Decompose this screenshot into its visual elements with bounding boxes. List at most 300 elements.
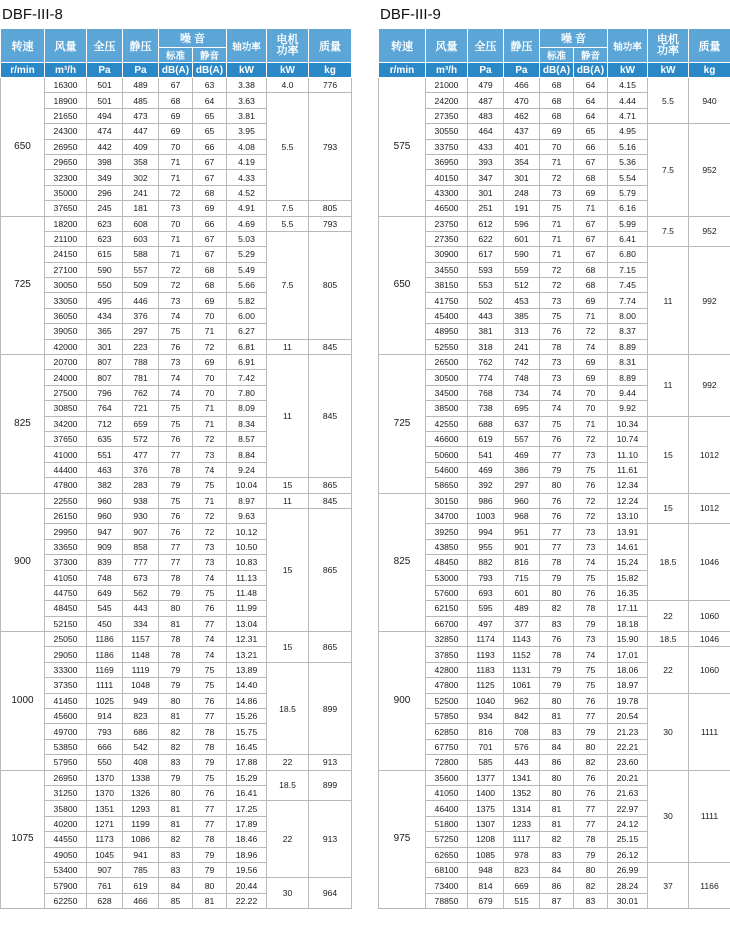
header-total-pressure: 全压 xyxy=(468,29,504,63)
data-cell: 512 xyxy=(504,278,540,293)
data-cell: 75 xyxy=(574,662,608,677)
data-cell: 73 xyxy=(574,524,608,539)
data-cell: 32850 xyxy=(426,632,468,647)
data-cell: 76 xyxy=(540,324,574,339)
speed-cell: 900 xyxy=(1,493,45,632)
data-cell: 80 xyxy=(540,478,574,493)
table-row xyxy=(1,508,352,523)
data-cell: 408 xyxy=(123,755,159,770)
data-cell: 74 xyxy=(574,647,608,662)
data-cell: 349 xyxy=(87,170,123,185)
data-cell: 1169 xyxy=(87,662,123,677)
data-cell: 82 xyxy=(159,832,193,847)
data-cell: 489 xyxy=(123,78,159,93)
data-cell: 1143 xyxy=(504,632,540,647)
data-cell: 628 xyxy=(87,893,123,908)
data-cell: 73 xyxy=(159,201,193,216)
data-cell: 42000 xyxy=(45,339,87,354)
motor-power-cell: 7.5 xyxy=(648,216,689,247)
data-cell: 17.11 xyxy=(608,601,648,616)
data-cell: 191 xyxy=(504,201,540,216)
mass-cell: 1111 xyxy=(689,770,730,862)
motor-power-cell: 7.5 xyxy=(267,201,309,216)
data-cell: 64 xyxy=(574,93,608,108)
data-cell: 593 xyxy=(468,262,504,277)
data-cell: 73 xyxy=(193,555,227,570)
speed-cell: 725 xyxy=(379,355,426,494)
data-cell: 38150 xyxy=(426,278,468,293)
data-cell: 623 xyxy=(87,216,123,231)
mass-cell: 865 xyxy=(309,478,352,493)
data-cell: 81 xyxy=(193,893,227,908)
table-row xyxy=(379,216,730,231)
data-cell: 7.15 xyxy=(608,262,648,277)
motor-power-cell: 30 xyxy=(267,878,309,909)
data-cell: 18.18 xyxy=(608,616,648,631)
performance-table xyxy=(0,28,352,909)
data-cell: 71 xyxy=(540,231,574,246)
data-cell: 82 xyxy=(574,878,608,893)
data-cell: 469 xyxy=(468,462,504,477)
header-static-pressure: 静压 xyxy=(504,29,540,63)
data-cell: 53000 xyxy=(426,570,468,585)
data-cell: 11.48 xyxy=(227,585,267,600)
speed-cell: 725 xyxy=(1,216,45,355)
table-title: DBF-III-8 xyxy=(2,6,63,23)
data-cell: 5.79 xyxy=(608,185,648,200)
table-row xyxy=(379,78,730,93)
data-cell: 71 xyxy=(159,231,193,246)
data-cell: 62850 xyxy=(426,724,468,739)
data-cell: 6.27 xyxy=(227,324,267,339)
data-cell: 762 xyxy=(468,355,504,370)
data-cell: 53850 xyxy=(45,739,87,754)
data-cell: 477 xyxy=(123,447,159,462)
data-cell: 76 xyxy=(159,431,193,446)
data-cell: 80 xyxy=(159,693,193,708)
data-cell: 70 xyxy=(159,139,193,154)
data-cell: 10.34 xyxy=(608,416,648,431)
table-row xyxy=(379,247,730,262)
mass-cell: 1166 xyxy=(689,862,730,908)
units-row xyxy=(1,63,352,78)
data-cell: 70 xyxy=(159,216,193,231)
motor-power-cell: 4.0 xyxy=(267,78,309,93)
data-cell: 71 xyxy=(540,247,574,262)
data-cell: 44400 xyxy=(45,462,87,477)
data-cell: 68 xyxy=(193,262,227,277)
data-cell: 78 xyxy=(193,832,227,847)
data-cell: 70 xyxy=(574,401,608,416)
mass-cell: 1046 xyxy=(689,524,730,601)
data-cell: 26950 xyxy=(45,139,87,154)
table-row xyxy=(1,770,352,785)
data-cell: 18.46 xyxy=(227,832,267,847)
data-cell: 446 xyxy=(123,293,159,308)
mass-cell: 865 xyxy=(309,632,352,663)
data-cell: 16.35 xyxy=(608,585,648,600)
data-cell: 23.60 xyxy=(608,755,648,770)
data-cell: 83 xyxy=(540,724,574,739)
data-cell: 49050 xyxy=(45,847,87,862)
data-cell: 38500 xyxy=(426,401,468,416)
data-cell: 12.24 xyxy=(608,493,648,508)
data-cell: 47800 xyxy=(426,678,468,693)
data-cell: 16.45 xyxy=(227,739,267,754)
data-cell: 1314 xyxy=(504,801,540,816)
data-cell: 673 xyxy=(123,570,159,585)
data-cell: 7.74 xyxy=(608,293,648,308)
data-cell: 80 xyxy=(540,693,574,708)
motor-power-cell: 37 xyxy=(648,862,689,908)
data-cell: 72 xyxy=(574,431,608,446)
data-cell: 71 xyxy=(540,216,574,231)
data-cell: 601 xyxy=(504,585,540,600)
data-cell: 67750 xyxy=(426,739,468,754)
data-cell: 77 xyxy=(159,555,193,570)
data-cell: 78850 xyxy=(426,893,468,908)
data-cell: 541 xyxy=(468,447,504,462)
data-cell: 79 xyxy=(540,462,574,477)
header-speed: 转速 xyxy=(379,29,426,63)
data-cell: 74 xyxy=(159,385,193,400)
speed-cell: 825 xyxy=(1,355,45,494)
data-cell: 81 xyxy=(159,709,193,724)
data-cell: 447 xyxy=(123,124,159,139)
mass-cell: 1111 xyxy=(689,693,730,770)
data-cell: 909 xyxy=(87,539,123,554)
data-cell: 79 xyxy=(574,616,608,631)
data-cell: 25050 xyxy=(45,632,87,647)
unit-cell: r/min xyxy=(379,63,426,78)
data-cell: 73 xyxy=(540,370,574,385)
data-cell: 62650 xyxy=(426,847,468,862)
data-cell: 842 xyxy=(504,709,540,724)
data-cell: 41050 xyxy=(45,570,87,585)
data-cell: 78 xyxy=(540,555,574,570)
unit-cell: dB(A) xyxy=(540,63,574,78)
data-cell: 67 xyxy=(193,170,227,185)
data-cell: 49700 xyxy=(45,724,87,739)
data-cell: 649 xyxy=(87,585,123,600)
data-cell: 8.97 xyxy=(227,493,267,508)
data-cell: 66 xyxy=(193,139,227,154)
data-cell: 6.41 xyxy=(608,231,648,246)
motor-power-cell: 5.5 xyxy=(267,93,309,201)
data-cell: 46600 xyxy=(426,431,468,446)
data-cell: 545 xyxy=(87,601,123,616)
data-cell: 72 xyxy=(574,324,608,339)
data-cell: 77 xyxy=(193,709,227,724)
data-cell: 52500 xyxy=(426,693,468,708)
data-cell: 8.89 xyxy=(608,339,648,354)
data-cell: 994 xyxy=(468,524,504,539)
data-cell: 688 xyxy=(468,416,504,431)
data-cell: 8.84 xyxy=(227,447,267,462)
data-cell: 712 xyxy=(87,416,123,431)
data-cell: 5.16 xyxy=(608,139,648,154)
data-cell: 595 xyxy=(468,601,504,616)
data-cell: 15.82 xyxy=(608,570,648,585)
data-cell: 6.81 xyxy=(227,339,267,354)
table-row xyxy=(1,93,352,108)
unit-cell: r/min xyxy=(1,63,45,78)
data-cell: 73 xyxy=(159,355,193,370)
data-cell: 41750 xyxy=(426,293,468,308)
data-cell: 70 xyxy=(574,385,608,400)
data-cell: 392 xyxy=(468,478,504,493)
data-cell: 781 xyxy=(123,370,159,385)
data-cell: 245 xyxy=(87,201,123,216)
table-title: DBF-III-9 xyxy=(380,6,441,23)
data-cell: 57900 xyxy=(45,878,87,893)
data-cell: 33300 xyxy=(45,662,87,677)
data-cell: 17.01 xyxy=(608,647,648,662)
header-noise-standard: 标准 xyxy=(159,48,193,63)
mass-cell: 940 xyxy=(689,78,730,124)
data-cell: 68 xyxy=(574,262,608,277)
data-cell: 26.99 xyxy=(608,862,648,877)
data-cell: 74 xyxy=(193,462,227,477)
data-cell: 10.12 xyxy=(227,524,267,539)
data-cell: 960 xyxy=(504,493,540,508)
data-cell: 453 xyxy=(504,293,540,308)
data-cell: 443 xyxy=(468,308,504,323)
data-cell: 81 xyxy=(159,801,193,816)
data-cell: 64 xyxy=(193,93,227,108)
data-cell: 774 xyxy=(468,370,504,385)
data-cell: 8.57 xyxy=(227,431,267,446)
header-shaft-power: 轴功率 xyxy=(608,29,648,63)
table-row xyxy=(1,493,352,508)
data-cell: 27350 xyxy=(426,231,468,246)
data-cell: 78 xyxy=(540,647,574,662)
table-row xyxy=(379,601,730,616)
data-cell: 21.23 xyxy=(608,724,648,739)
data-cell: 78 xyxy=(159,647,193,662)
data-cell: 78 xyxy=(574,601,608,616)
data-cell: 24150 xyxy=(45,247,87,262)
data-cell: 761 xyxy=(87,878,123,893)
data-cell: 470 xyxy=(504,93,540,108)
data-cell: 8.34 xyxy=(227,416,267,431)
data-cell: 466 xyxy=(504,78,540,93)
data-cell: 701 xyxy=(468,739,504,754)
data-cell: 69 xyxy=(159,108,193,123)
data-cell: 623 xyxy=(87,231,123,246)
data-cell: 679 xyxy=(468,893,504,908)
data-cell: 15.90 xyxy=(608,632,648,647)
table-row xyxy=(1,801,352,816)
data-cell: 5.29 xyxy=(227,247,267,262)
mass-cell: 776 xyxy=(309,78,352,93)
data-cell: 10.74 xyxy=(608,431,648,446)
data-cell: 76 xyxy=(193,785,227,800)
data-cell: 72 xyxy=(193,524,227,539)
mass-cell: 899 xyxy=(309,770,352,801)
header-airflow: 风量 xyxy=(426,29,468,63)
data-cell: 71 xyxy=(574,308,608,323)
speed-cell: 975 xyxy=(379,770,426,909)
data-cell: 73 xyxy=(540,185,574,200)
data-cell: 71 xyxy=(540,154,574,169)
data-cell: 1157 xyxy=(123,632,159,647)
data-cell: 82 xyxy=(540,601,574,616)
data-cell: 19.78 xyxy=(608,693,648,708)
data-cell: 588 xyxy=(123,247,159,262)
data-cell: 37850 xyxy=(426,647,468,662)
data-cell: 66700 xyxy=(426,616,468,631)
header-mass: 质量 xyxy=(309,29,352,63)
data-cell: 77 xyxy=(574,816,608,831)
data-cell: 907 xyxy=(123,524,159,539)
data-cell: 72800 xyxy=(426,755,468,770)
data-cell: 742 xyxy=(504,355,540,370)
data-cell: 26150 xyxy=(45,508,87,523)
data-cell: 15.75 xyxy=(227,724,267,739)
data-cell: 986 xyxy=(468,493,504,508)
data-cell: 393 xyxy=(468,154,504,169)
data-cell: 41450 xyxy=(45,693,87,708)
data-cell: 74 xyxy=(574,555,608,570)
data-cell: 68 xyxy=(540,78,574,93)
data-cell: 80 xyxy=(540,785,574,800)
table-row xyxy=(1,662,352,677)
data-cell: 76 xyxy=(574,693,608,708)
data-cell: 79 xyxy=(540,678,574,693)
data-cell: 659 xyxy=(123,416,159,431)
data-cell: 79 xyxy=(574,724,608,739)
data-cell: 615 xyxy=(87,247,123,262)
data-cell: 734 xyxy=(504,385,540,400)
data-cell: 79 xyxy=(159,478,193,493)
unit-cell: dB(A) xyxy=(159,63,193,78)
data-cell: 33050 xyxy=(45,293,87,308)
data-cell: 24.12 xyxy=(608,816,648,831)
data-cell: 934 xyxy=(468,709,504,724)
data-cell: 64 xyxy=(574,108,608,123)
data-cell: 8.09 xyxy=(227,401,267,416)
data-cell: 9.24 xyxy=(227,462,267,477)
header-noise: 噪 音 xyxy=(159,29,227,48)
data-cell: 76 xyxy=(540,493,574,508)
data-cell: 960 xyxy=(87,493,123,508)
data-cell: 550 xyxy=(87,278,123,293)
data-cell: 223 xyxy=(123,339,159,354)
motor-power-cell: 15 xyxy=(267,508,309,631)
data-cell: 80 xyxy=(574,862,608,877)
data-cell: 70 xyxy=(193,308,227,323)
data-cell: 22.97 xyxy=(608,801,648,816)
data-cell: 71 xyxy=(574,201,608,216)
data-cell: 75 xyxy=(159,493,193,508)
mass-cell: 992 xyxy=(689,247,730,355)
data-cell: 968 xyxy=(504,508,540,523)
unit-cell: kW xyxy=(648,63,689,78)
data-cell: 5.82 xyxy=(227,293,267,308)
data-cell: 64 xyxy=(574,78,608,93)
data-cell: 67 xyxy=(193,231,227,246)
unit-cell: Pa xyxy=(468,63,504,78)
data-cell: 65 xyxy=(574,124,608,139)
data-cell: 622 xyxy=(468,231,504,246)
data-cell: 16300 xyxy=(45,78,87,93)
data-cell: 442 xyxy=(87,139,123,154)
data-cell: 947 xyxy=(87,524,123,539)
data-cell: 67 xyxy=(574,154,608,169)
data-cell: 8.00 xyxy=(608,308,648,323)
data-cell: 617 xyxy=(468,247,504,262)
data-cell: 839 xyxy=(87,555,123,570)
data-cell: 39250 xyxy=(426,524,468,539)
table-row xyxy=(1,231,352,246)
data-cell: 41000 xyxy=(45,447,87,462)
mass-cell: 1046 xyxy=(689,632,730,647)
data-cell: 24300 xyxy=(45,124,87,139)
data-cell: 69 xyxy=(193,355,227,370)
data-cell: 78 xyxy=(193,724,227,739)
data-cell: 494 xyxy=(87,108,123,123)
data-cell: 20.54 xyxy=(608,709,648,724)
unit-cell: kW xyxy=(608,63,648,78)
data-cell: 45400 xyxy=(426,308,468,323)
data-cell: 11.10 xyxy=(608,447,648,462)
data-cell: 75 xyxy=(159,416,193,431)
motor-power-cell: 11 xyxy=(267,339,309,354)
data-cell: 601 xyxy=(504,231,540,246)
data-cell: 462 xyxy=(504,108,540,123)
data-cell: 15.26 xyxy=(227,709,267,724)
data-cell: 74 xyxy=(540,385,574,400)
data-cell: 12.31 xyxy=(227,632,267,647)
speed-cell: 900 xyxy=(379,632,426,771)
data-cell: 485 xyxy=(123,93,159,108)
header-noise-static: 静音 xyxy=(574,48,608,63)
data-cell: 301 xyxy=(87,339,123,354)
data-cell: 78 xyxy=(159,462,193,477)
data-cell: 75 xyxy=(574,678,608,693)
data-cell: 53400 xyxy=(45,862,87,877)
data-cell: 941 xyxy=(123,847,159,862)
data-cell: 401 xyxy=(504,139,540,154)
header-shaft-power: 轴功率 xyxy=(227,29,267,63)
data-cell: 79 xyxy=(193,847,227,862)
data-cell: 6.00 xyxy=(227,308,267,323)
data-cell: 3.95 xyxy=(227,124,267,139)
data-cell: 76 xyxy=(574,585,608,600)
data-cell: 81 xyxy=(540,816,574,831)
data-cell: 807 xyxy=(87,370,123,385)
data-cell: 8.31 xyxy=(608,355,648,370)
data-cell: 34200 xyxy=(45,416,87,431)
data-cell: 72 xyxy=(574,508,608,523)
data-cell: 43850 xyxy=(426,539,468,554)
data-cell: 45600 xyxy=(45,709,87,724)
data-cell: 83 xyxy=(540,847,574,862)
data-cell: 635 xyxy=(87,431,123,446)
data-cell: 469 xyxy=(504,447,540,462)
data-cell: 354 xyxy=(504,154,540,169)
data-cell: 557 xyxy=(504,431,540,446)
data-cell: 69 xyxy=(574,355,608,370)
motor-power-cell: 15 xyxy=(648,493,689,524)
data-cell: 75 xyxy=(574,570,608,585)
data-cell: 72 xyxy=(540,262,574,277)
data-cell: 785 xyxy=(123,862,159,877)
data-cell: 29650 xyxy=(45,154,87,169)
data-cell: 960 xyxy=(87,508,123,523)
data-cell: 77 xyxy=(540,539,574,554)
